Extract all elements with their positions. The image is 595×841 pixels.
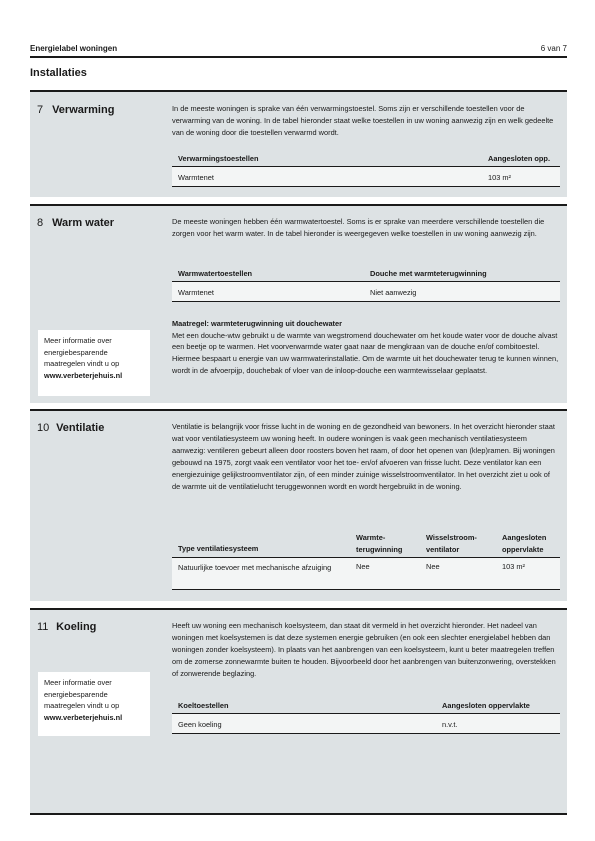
measure-block	[172, 318, 560, 377]
table-header-row	[172, 696, 560, 714]
table-cell: Niet aanwezig	[370, 288, 417, 297]
table-header-cell	[426, 532, 477, 556]
table-cell: Nee	[426, 562, 440, 571]
section-heading-label: Verwarming	[52, 104, 115, 116]
table-header-cell: Koeltoestellen	[178, 701, 229, 710]
section-text: De meeste woningen hebben één warmwatertoestel. Soms is er sprake van meerdere verschillende toestellen die zorgen voor het warm water. In de tabel hieronder is weergegeven welke toestellen in uw woning aanwezig zijn.	[172, 217, 545, 238]
table-header-row	[172, 149, 560, 167]
table-cell: Nee	[356, 562, 370, 571]
table-row	[172, 714, 560, 734]
section-heading	[37, 621, 96, 633]
section-heading	[37, 217, 114, 229]
table-row	[172, 282, 560, 302]
section-number: 7	[37, 104, 44, 116]
table-header-cell	[356, 532, 402, 556]
section-heading-label: Koeling	[56, 621, 97, 633]
table-header-row	[172, 264, 560, 282]
section-heading	[37, 104, 114, 116]
table-header-cell: Warmwatertoestellen	[178, 269, 253, 278]
info-link[interactable]: www.verbeterjehuis.nl	[44, 712, 123, 722]
measure-title: Maatregel: warmteterugwinning uit douchewater	[172, 319, 343, 328]
heating-table	[172, 149, 560, 187]
table-row	[172, 558, 560, 590]
table-header-line: ventilator	[426, 545, 460, 554]
table-header-line: oppervlakte	[502, 545, 544, 554]
section-number: 8	[37, 217, 44, 229]
cooling-table	[172, 696, 560, 734]
section-heading-label: Warm water	[52, 217, 115, 229]
table-cell: Warmtenet	[178, 288, 214, 297]
section-ventilatie	[30, 411, 567, 601]
section-koeling	[30, 610, 567, 813]
section-number: 10	[37, 422, 50, 434]
table-header-row	[172, 528, 560, 558]
section-heading	[37, 422, 104, 434]
ventilation-table	[172, 528, 560, 590]
table-header-cell: Aangesloten oppervlakte	[442, 701, 530, 710]
table-header-cell: Type ventilatiesysteem	[178, 544, 259, 553]
table-cell: 103 m²	[502, 562, 526, 571]
table-cell: 103 m²	[488, 173, 512, 182]
table-cell: Warmtenet	[178, 173, 214, 182]
info-box	[38, 672, 150, 736]
page-number: 6 van 7	[540, 44, 567, 53]
table-cell: Natuurlijke toevoer met mechanische afzuiging	[178, 563, 332, 572]
table-header-line: terugwinning	[356, 545, 403, 554]
section-title: Installaties	[30, 67, 87, 79]
info-link[interactable]: www.verbeterjehuis.nl	[44, 370, 123, 380]
measure-text: Met een douche-wtw gebruikt u de warmte van wegstromend douchewater om het koude water voor de douche alvast een beetje op te warmen. Het voorverwarmde water gaat naar de mengkraan van de douche en/of combitoestel. Hiermee bespaart u energie van uw warmwaterinstallatie. Om de warmte uit het douchewater terug te kunnen winnen, wordt in de afvoerpijp, douchebak of vloer van de inloop-douche een warmtewisselaar geplaatst.	[172, 330, 559, 375]
table-header-cell: Aangesloten opp.	[488, 154, 551, 163]
section-verwarming	[30, 92, 567, 197]
section-text: In de meeste woningen is sprake van één verwarmingstoestel. Soms zijn er verschillende toestellen voor de verwarming van de woning. In de tabel hieronder staat welke toestellen in uw woning aanwezig zijn en welk gedeelte van de woning door die toestellen verwarmd wordt.	[172, 104, 554, 137]
info-text: Meer informatie over energiebesparende maatregelen vindt u op	[44, 336, 120, 368]
section-warm-water	[30, 206, 567, 403]
table-header-cell	[502, 532, 546, 556]
document-title: Energielabel woningen	[30, 44, 118, 53]
warm-water-table	[172, 264, 560, 302]
info-text: Meer informatie over energiebesparende maatregelen vindt u op	[44, 678, 120, 710]
section-text: Heeft uw woning een mechanisch koelsysteem, dan staat dit vermeld in het overzicht hieronder. Het nadeel van woningen met koelsystemen is dat deze systemen energie gebruiken (en ook een slechter energielabel hebben dan woningen zonder koelsysteem). In plaats van het aanbrengen van een koelsysteem, kunt u beter maatregelen treffen om de zomerse zonnewarmte buiten te houden. Bijvoorbeeld door het aanbrengen van buitenzonwering, overstekken of zonwerende beglazing.	[172, 621, 556, 678]
table-header-line: Warmte-	[356, 533, 386, 542]
bottom-divider	[30, 813, 567, 815]
section-number: 11	[37, 621, 49, 633]
table-row	[172, 167, 560, 187]
table-header-cell: Verwarmingstoestellen	[178, 154, 259, 163]
table-header-cell: Douche met warmteterugwinning	[370, 269, 487, 278]
table-header-line: Wisselstroom-	[426, 533, 477, 542]
page-header	[30, 40, 567, 58]
table-cell: n.v.t.	[442, 720, 458, 729]
section-heading-label: Ventilatie	[56, 422, 105, 434]
section-text: Ventilatie is belangrijk voor frisse lucht in de woning en de gezondheid van bewoners. In het overzicht hieronder staat wat voor ventilatiesysteem uw woning heeft. In oudere woningen is vaak geen mechanisch ventilatiesysteem aanwezig: ventileren gebeurt alleen door roosters boven het raam, of door het openen van (klep)ramen. Bij woningen gebouwd na 1975, zorgt vaak een ventilator voor het toe- en/of afvoeren van frisse lucht. Deze ventilator kan een energiezuinige gelijkstroomventilator zijn, of een minder zuinige wisselstroomventilator. In het overzicht ziet u ook of de warmte uit de ventilatielucht teruggewonnen wordt en wordt hergebruikt in de woning.	[172, 422, 555, 491]
table-header-line: Aangesloten	[502, 533, 547, 542]
info-box	[38, 330, 150, 396]
table-cell: Geen koeling	[178, 720, 222, 729]
